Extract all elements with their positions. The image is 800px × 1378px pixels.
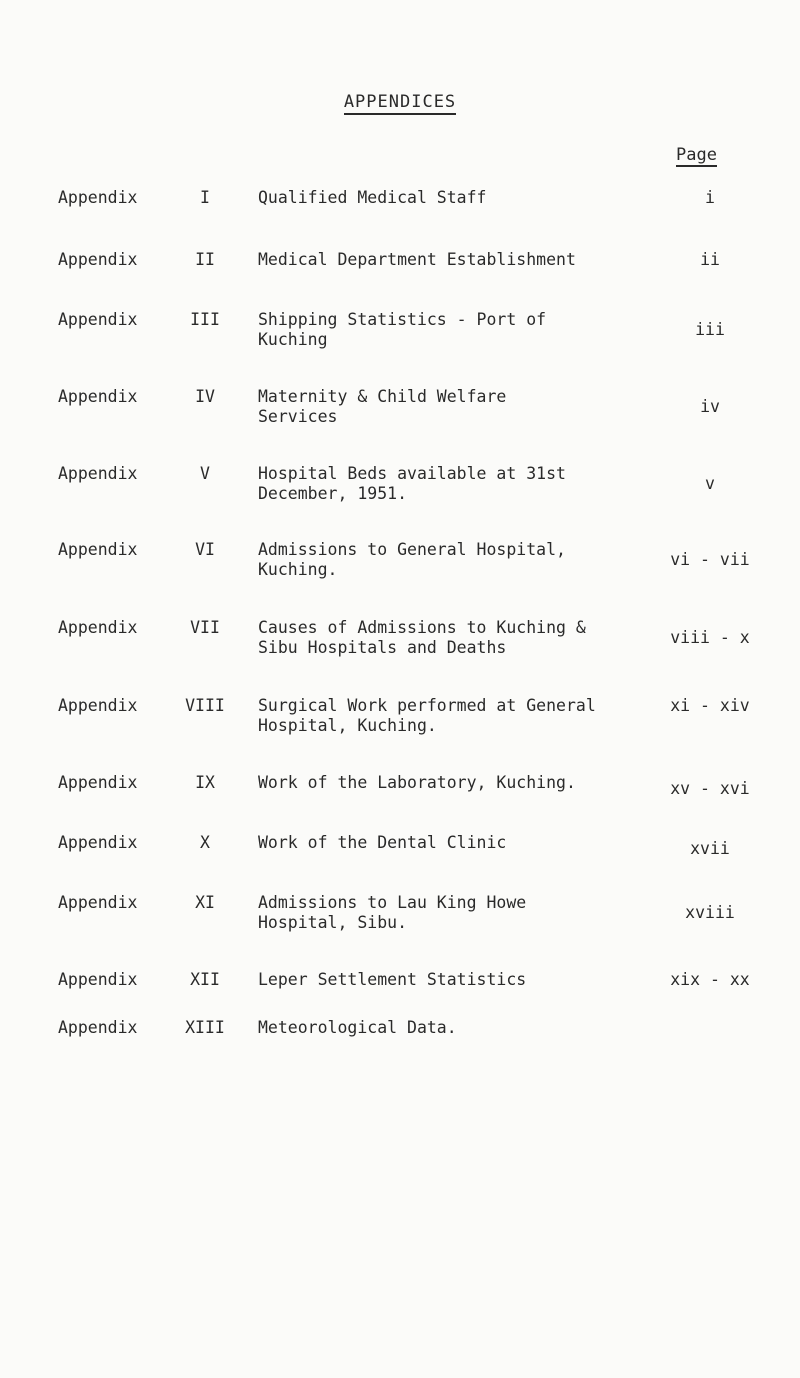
appendix-description: Work of the Laboratory, Kuching. (258, 773, 576, 792)
appendix-numeral: II (195, 250, 215, 269)
appendix-label: Appendix (58, 773, 138, 792)
appendix-description: Surgical Work performed at General Hospital, Kuching. (258, 696, 596, 735)
appendix-page: xv - xvi (670, 779, 750, 798)
appendix-page: xvii (690, 839, 730, 858)
appendix-numeral: IV (195, 387, 215, 406)
appendix-page: iii (695, 320, 725, 339)
appendix-page: viii - x (670, 628, 750, 647)
appendix-description: Admissions to General Hospital, Kuching. (258, 540, 566, 579)
appendix-label: Appendix (58, 540, 138, 559)
page-column-header: Page (676, 145, 717, 165)
appendix-numeral: XII (190, 970, 220, 989)
appendix-label: Appendix (58, 310, 138, 329)
appendix-numeral: VIII (185, 696, 225, 715)
page-title (0, 92, 800, 112)
appendix-label: Appendix (58, 833, 138, 852)
appendix-label: Appendix (58, 696, 138, 715)
appendix-label: Appendix (58, 387, 138, 406)
appendix-numeral: V (200, 464, 210, 483)
appendix-description: Causes of Admissions to Kuching & Sibu Hospitals and Deaths (258, 618, 586, 657)
appendix-description: Meteorological Data. (258, 1018, 457, 1037)
appendix-description: Work of the Dental Clinic (258, 833, 507, 852)
appendix-description: Shipping Statistics - Port of Kuching (258, 310, 547, 349)
appendix-numeral: XIII (185, 1018, 225, 1037)
appendix-page: xi - xiv (670, 696, 750, 715)
appendix-description: Admissions to Lau King Howe Hospital, Sibu. (258, 893, 527, 932)
appendix-description: Qualified Medical Staff (258, 188, 487, 207)
appendix-label: Appendix (58, 464, 138, 483)
appendix-page: iv (700, 397, 720, 416)
appendix-numeral: XI (195, 893, 215, 912)
appendix-label: Appendix (58, 250, 138, 269)
appendix-label: Appendix (58, 1018, 138, 1037)
appendix-numeral: VI (195, 540, 215, 559)
appendix-page: vi - vii (670, 550, 750, 569)
appendix-description: Maternity & Child Welfare Services (258, 387, 507, 426)
appendix-label: Appendix (58, 618, 138, 637)
appendix-numeral: III (190, 310, 220, 329)
appendix-page: xviii (685, 903, 735, 922)
appendix-page: i (705, 188, 715, 207)
appendix-label: Appendix (58, 188, 138, 207)
appendix-description: Leper Settlement Statistics (258, 970, 527, 989)
appendix-numeral: I (200, 188, 210, 207)
appendix-label: Appendix (58, 893, 138, 912)
appendix-page: xix - xx (670, 970, 750, 989)
appendix-numeral: VII (190, 618, 220, 637)
appendix-label: Appendix (58, 970, 138, 989)
appendix-numeral: X (200, 833, 210, 852)
appendix-numeral: IX (195, 773, 215, 792)
title-text: APPENDICES (344, 92, 456, 115)
appendix-page: ii (700, 250, 720, 269)
appendix-description: Hospital Beds available at 31st December, 1951. (258, 464, 566, 503)
appendix-page: v (705, 474, 715, 493)
appendix-description: Medical Department Establishment (258, 250, 576, 269)
